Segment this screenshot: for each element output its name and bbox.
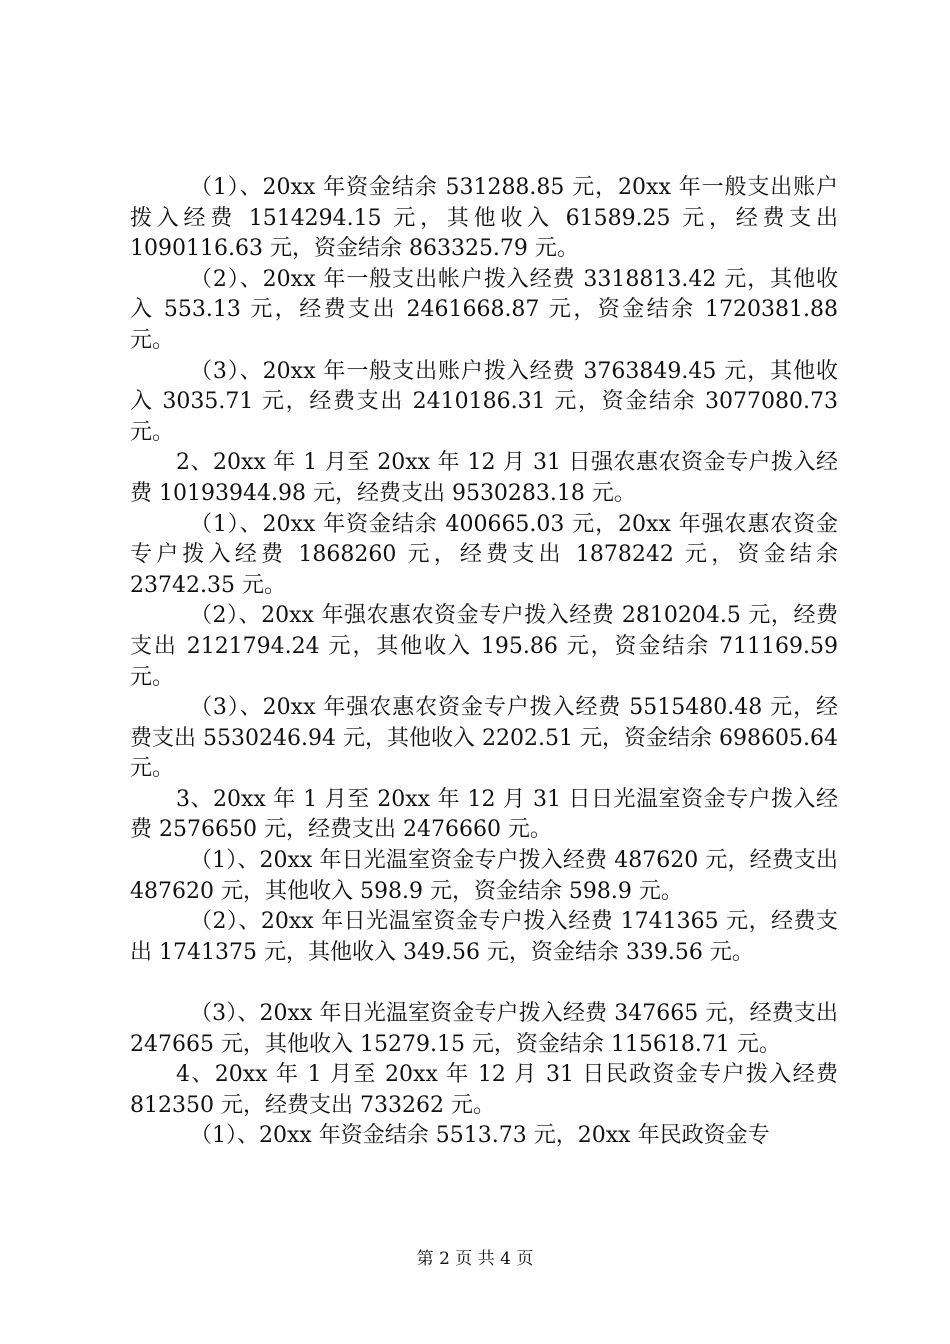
paragraph: 4、20xx 年 1 月至 20xx 年 12 月 31 日民政资金专户拨入经费 812350 元，经费支出 733262 元。: [130, 1062, 838, 1118]
paragraph: （3）、20xx 年日光温室资金专户拨入经费 347665 元，经费支出 247665 元，其他收入 15279.15 元，资金结余 115618.71 元。: [130, 1001, 838, 1057]
paragraph: （3）、20xx 年一般支出账户拨入经费 3763849.45 元，其他收入 3035.71 元，经费支出 2410186.31 元，资金结余 3077080.73 元。: [130, 358, 838, 445]
paragraph: （2）、20xx 年一般支出帐户拨入经费 3318813.42 元，其他收入 553.13 元，经费支出 2461668.87 元，资金结余 1720381.88 元。: [130, 266, 838, 353]
paragraph: 2、20xx 年 1 月至 20xx 年 12 月 31 日强农惠农资金专户拨入经费 10193944.98 元，经费支出 9530283.18 元。: [130, 450, 838, 506]
paragraph: 3、20xx 年 1 月至 20xx 年 12 月 31 日日光温室资金专户拨入经费 2576650 元，经费支出 2476660 元。: [130, 786, 838, 843]
paragraph: （2）、20xx 年强农惠农资金专户拨入经费 2810204.5 元，经费支出 2121794.24 元，其他收入 195.86 元，资金结余 711169.59 元。: [130, 603, 838, 690]
paragraph: （1）、20xx 年日光温室资金专户拨入经费 487620 元，经费支出 487620 元，其他收入 598.9 元，资金结余 598.9 元。: [130, 848, 838, 904]
document-body: [130, 173, 838, 1152]
paragraph: （3）、20xx 年强农惠农资金专户拨入经费 5515480.48 元，经费支出 5530246.94 元，其他收入 2202.51 元，资金结余 698605.64 元。: [130, 695, 838, 782]
page-number-footer: 第 2 页 共 4 页: [416, 1249, 534, 1269]
paragraph: （1）、20xx 年资金结余 400665.03 元，20xx 年强农惠农资金专户拨入经费 1868260 元，经费支出 1878242 元，资金结余 23742.35 元。: [130, 511, 838, 598]
paragraph: （1）、20xx 年资金结余 5513.73 元，20xx 年民政资金专: [190, 1123, 770, 1149]
paragraph: （2）、20xx 年日光温室资金专户拨入经费 1741365 元，经费支出 1741375 元，其他收入 349.56 元，资金结余 339.56 元。: [130, 909, 838, 965]
blank-line: [130, 968, 838, 999]
paragraph: （1）、20xx 年资金结余 531288.85 元，20xx 年一般支出账户拨入经费 1514294.15 元，其他收入 61589.25 元，经费支出 1090116.63 元，资金结余 863325.79 元。: [130, 175, 838, 262]
